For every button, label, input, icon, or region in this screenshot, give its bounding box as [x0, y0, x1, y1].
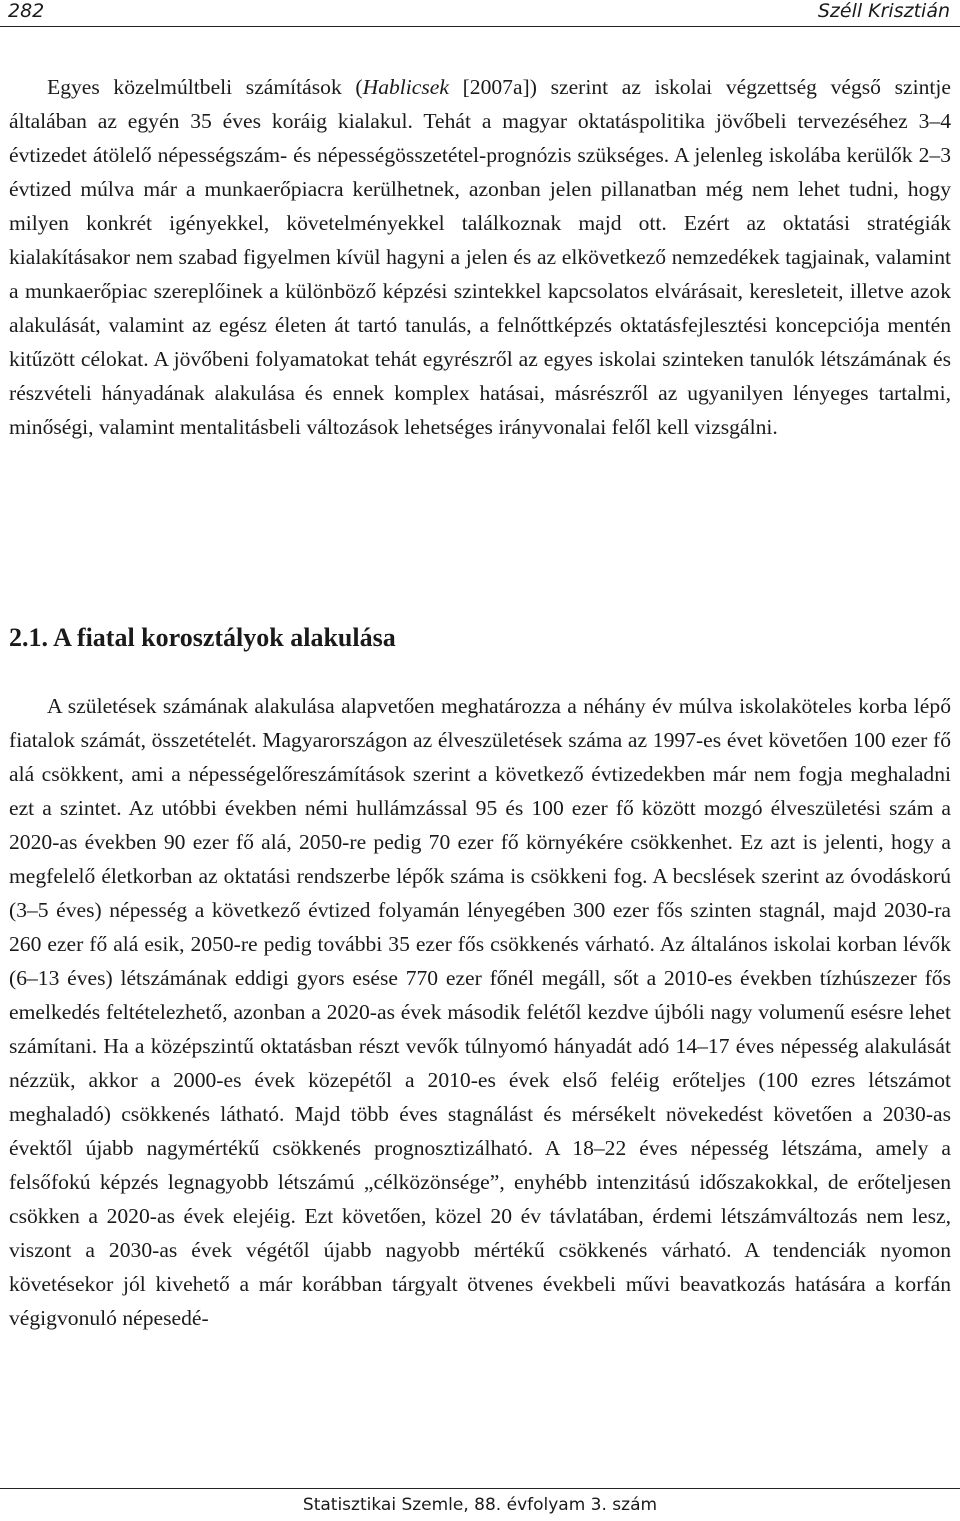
section-number: 2.1.	[9, 623, 48, 652]
paragraph-2: A születések számának alakulása alapvetően meghatározza a néhány év múlva iskolaköteles korba lépő fiatalok számát, összetételét. Magyarországon az élveszületések száma az 1997-es évet követően 100 ezer fő alá csökkent, ami a népességelőreszámítások szerint a következő évtizedekben már nem fogja meghaladni ezt a szintet. Az utóbbi években némi hullámzással 95 és 100 ezer fő között mozgó élveszületési szám a 2020-as években 90 ezer fő alá, 2050-re pedig 70 ezer fő környékére csökkenhet. Ez azt is jelenti, hogy a megfelelő életkorban az oktatási rendszerbe lépők száma is csökkeni fog. A becslések szerint az óvodáskorú (3–5 éves) népesség a következő évtized folyamán lényegében 300 ezer fős szinten stagnál, majd 2030-ra 260 ezer fő alá esik, 2050-re pedig további 35 ezer fős csökkenés várható. Az általános iskolai korban lévők (6–13 éves) létszámának eddigi gyors esése 770 ezer főnél megáll, sőt a 2010-es években tízhúszezer fős emelkedés feltételezhető, azonban a 2020-as évek második felétől kezdve újbóli nagy volumenű esésre lehet számítani. Ha a középszintű oktatásban részt vevők túlnyomó hányadát adó 14–17 éves népesség alakulását nézzük, akkor a 2000-es évek közepétől a 2010-es évek első feléig erőteljes (100 ezres létszámot meghaladó) csökkenés látható. Majd több éves stagnálást és mérsékelt növekedést követően a 2030-as évektől újabb nagymértékű csökkenés prognosztizálható. A 18–22 éves népesség létszáma, amely a felsőfokú képzés legnagyobb létszámú „célközönsége”, enyhébb intenzitású időszakokkal, de erőteljesen csökken a 2020-as évek elejéig. Ezt követően, közel 20 év távlatában, érdemi létszámváltozás nem lesz, viszont a 2030-as évek végétől újabb nagyobb mértékű csökkenés várható. A tendenciák nyomon követésekor jól kivehető a már korábban tárgyalt ötvenes évekbeli művi beavatkozás hatására a korfán végigvonuló népesedé-	[9, 694, 951, 1330]
paragraph-1	[9, 70, 951, 444]
journal-footer: Statisztikai Szemle, 88. évfolyam 3. szám	[302, 1495, 658, 1515]
paragraph-1-rest: [2007a]) szerint az iskolai végzettség végső szintje általában az egyén 35 éves koráig kialakul. Tehát a magyar oktatáspolitika jövőbeli tervezéséhez 3–4 évtizedet átölelő népességszám- és népességösszetétel-prognózis szükséges. A jelenleg iskolába kerülők 2–3 évtized múlva már a munkaerőpiacra kerülhetnek, azonban jelen pillanatban még nem lehet tudni, hogy milyen konkrét igényekkel, követelményekkel találkoznak majd ott. Ezért az oktatási stratégiák kialakításakor nem szabad figyelmen kívül hagyni a jelen és az elkövetkező nemzedékek tagjainak, valamint a munkaerőpiac szereplőinek a különböző képzési szintekkel kapcsolatos elvárásait, keresleteit, illetve azok alakulását, valamint az egész életen át tartó tanulás, a felnőttképzés oktatásfejlesztési koncepciója mentén kitűzött célokat. A jövőbeni folyamatokat tehát egyrészről az egyes iskolai szinteken tanulók létszámának és részvételi hányadának alakulása és ennek komplex hatásai, másrészről az ugyanilyen lényeges tartalmi, minőségi, valamint mentalitásbeli változások lehetséges irányvonalai felől kell vizsgálni.	[9, 75, 951, 439]
footer-rule	[0, 1488, 960, 1489]
section-body	[9, 689, 951, 1335]
page-number: 282	[8, 0, 45, 22]
paragraph-1-start: Egyes közelmúltbeli számítások (	[47, 75, 363, 99]
citation-author: Hablicsek	[362, 75, 449, 99]
intro-paragraph	[9, 70, 951, 444]
section-heading	[9, 620, 396, 656]
running-author: Széll Krisztián	[817, 0, 950, 22]
header-rule	[0, 26, 960, 27]
page-header	[0, 0, 960, 34]
section-title: A fiatal korosztályok alakulása	[53, 623, 396, 652]
